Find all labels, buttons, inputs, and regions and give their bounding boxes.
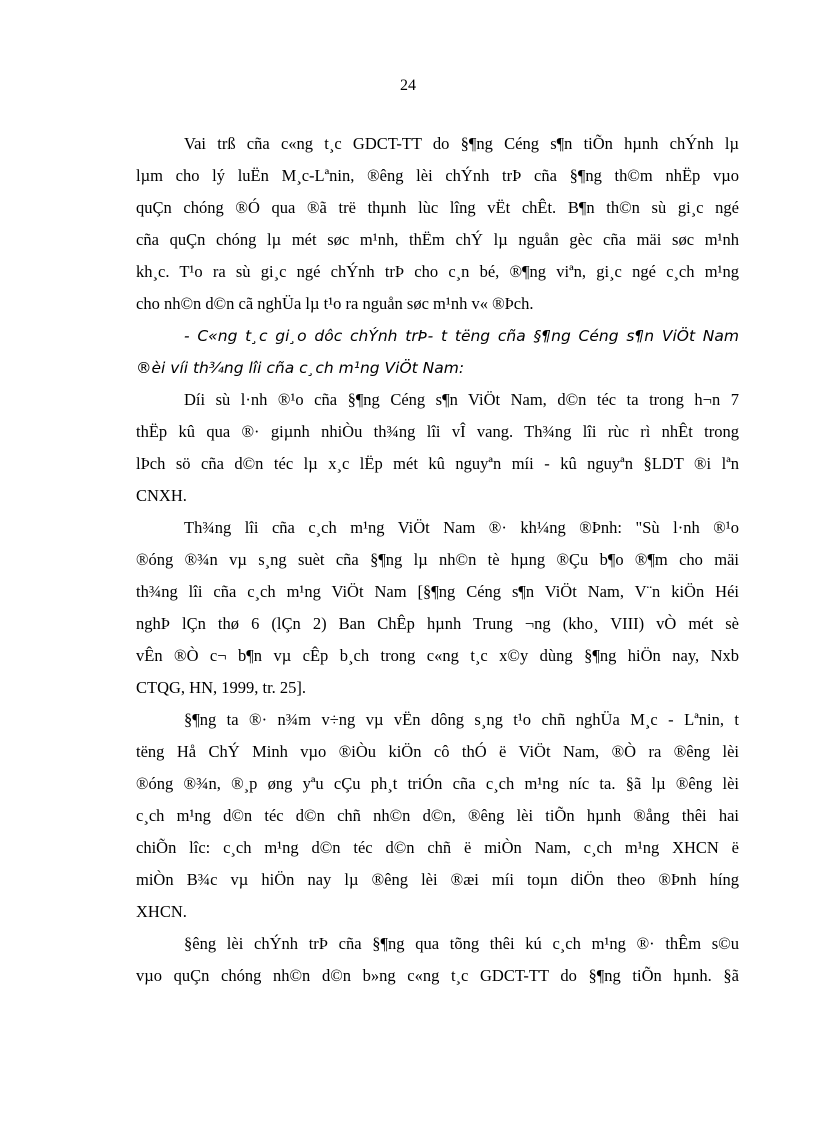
text-line: lÞch sö cña d©n téc lµ x¸c lËp mét kû nguyªn míi - kû nguyªn §LDT ®i lªn [136, 454, 739, 473]
text-line: kh¸c. T¹o ra sù gi¸c ngé chÝnh trÞ cho c¸n bé, ®¶ng viªn, gi¸c ngé c¸ch m¹ng [136, 262, 739, 281]
text-line: XHCN. [136, 902, 187, 921]
text-line: - C«ng t¸c gi¸o dôc chÝnh trÞ- t tëng cña §¶ng Céng s¶n ViÖt Nam [184, 327, 739, 345]
text-line: ®óng ®¾n, ®¸p øng yªu cÇu ph¸t triÓn cña c¸ch m¹ng níc ta. §ã lµ ®êng lèi [136, 774, 739, 793]
text-line: tëng Hå ChÝ Minh vµo ®iÒu kiÖn cô thÓ ë ViÖt Nam, ®Ò ra ®êng lèi [136, 742, 739, 761]
text-line: Vai trß cña c«ng t¸c GDCT-TT do §¶ng Céng s¶n tiÕn hµnh chÝnh lµ [184, 134, 739, 153]
text-line: nghÞ lÇn thø 6 (lÇn 2) Ban ChÊp hµnh Trung ¬ng (kho¸ VIII) vÒ mét sè [136, 614, 739, 633]
text-line: th¾ng lîi cña c¸ch m¹ng ViÖt Nam [§¶ng Céng s¶n ViÖt Nam, V¨n kiÖn Héi [136, 582, 739, 601]
text-line: thËp kû qua ®· giµnh nhiÒu th¾ng lîi vÎ vang. Th¾ng lîi rùc rì nhÊt trong [136, 422, 739, 441]
page-number: 24 [400, 77, 416, 94]
text-line: quÇn chóng ®Ó qua ®ã trë thµnh lùc lîng vËt chÊt. B¶n th©n sù gi¸c ngé [136, 198, 739, 217]
text-line: chiÕn lîc: c¸ch m¹ng d©n téc d©n chñ ë miÒn Nam, c¸ch m¹ng XHCN ë [136, 838, 739, 857]
text-line: §êng lèi chÝnh trÞ cña §¶ng qua tõng thêi kú c¸ch m¹ng ®· thÊm s©u [184, 934, 739, 953]
text-line: Díi sù l·nh ®¹o cña §¶ng Céng s¶n ViÖt Nam, d©n téc ta trong h¬n 7 [184, 390, 739, 409]
text-line: §¶ng ta ®· n¾m v÷ng vµ vËn dông s¸ng t¹o chñ nghÜa M¸c - Lªnin, t [184, 710, 739, 729]
text-line: ®èi víi th¾ng lîi cña c¸ch m¹ng ViÖt Nam: [136, 359, 465, 377]
text-line: vÊn ®Ò c¬ b¶n vµ cÊp b¸ch trong c«ng t¸c x©y dùng §¶ng hiÖn nay, Nxb [136, 646, 739, 665]
text-line: cña quÇn chóng lµ mét søc m¹nh, thËm chÝ lµ nguån gèc cña mäi søc m¹nh [136, 230, 739, 249]
text-line: ®óng ®¾n vµ s¸ng suèt cña §¶ng lµ nh©n tè hµng ®Çu b¶o ®¶m cho mäi [136, 550, 739, 569]
text-line: c¸ch m¹ng d©n téc d©n chñ nh©n d©n, ®êng lèi tiÕn hµnh ®ång thêi hai [136, 806, 739, 825]
text-line: CNXH. [136, 486, 187, 505]
text-line: Th¾ng lîi cña c¸ch m¹ng ViÖt Nam ®· kh¼ng ®Þnh: "Sù l·nh ®¹o [184, 518, 739, 537]
text-line: vµo quÇn chóng nh©n d©n b»ng c«ng t¸c GDCT-TT do §¶ng tiÕn hµnh. §ã [136, 966, 739, 985]
text-line: lµm cho lý luËn M¸c-Lªnin, ®êng lèi chÝnh trÞ cña §¶ng th©m nhËp vµo [136, 166, 739, 185]
text-line: cho nh©n d©n cã nghÜa lµ t¹o ra nguån søc m¹nh v« ®Þch. [136, 294, 534, 313]
text-line: CTQG, HN, 1999, tr. 25]. [136, 678, 307, 697]
body-text [136, 128, 739, 992]
text-line: miÒn B¾c vµ hiÖn nay lµ ®êng lèi ®æi míi toµn diÖn theo ®Þnh híng [136, 870, 739, 889]
